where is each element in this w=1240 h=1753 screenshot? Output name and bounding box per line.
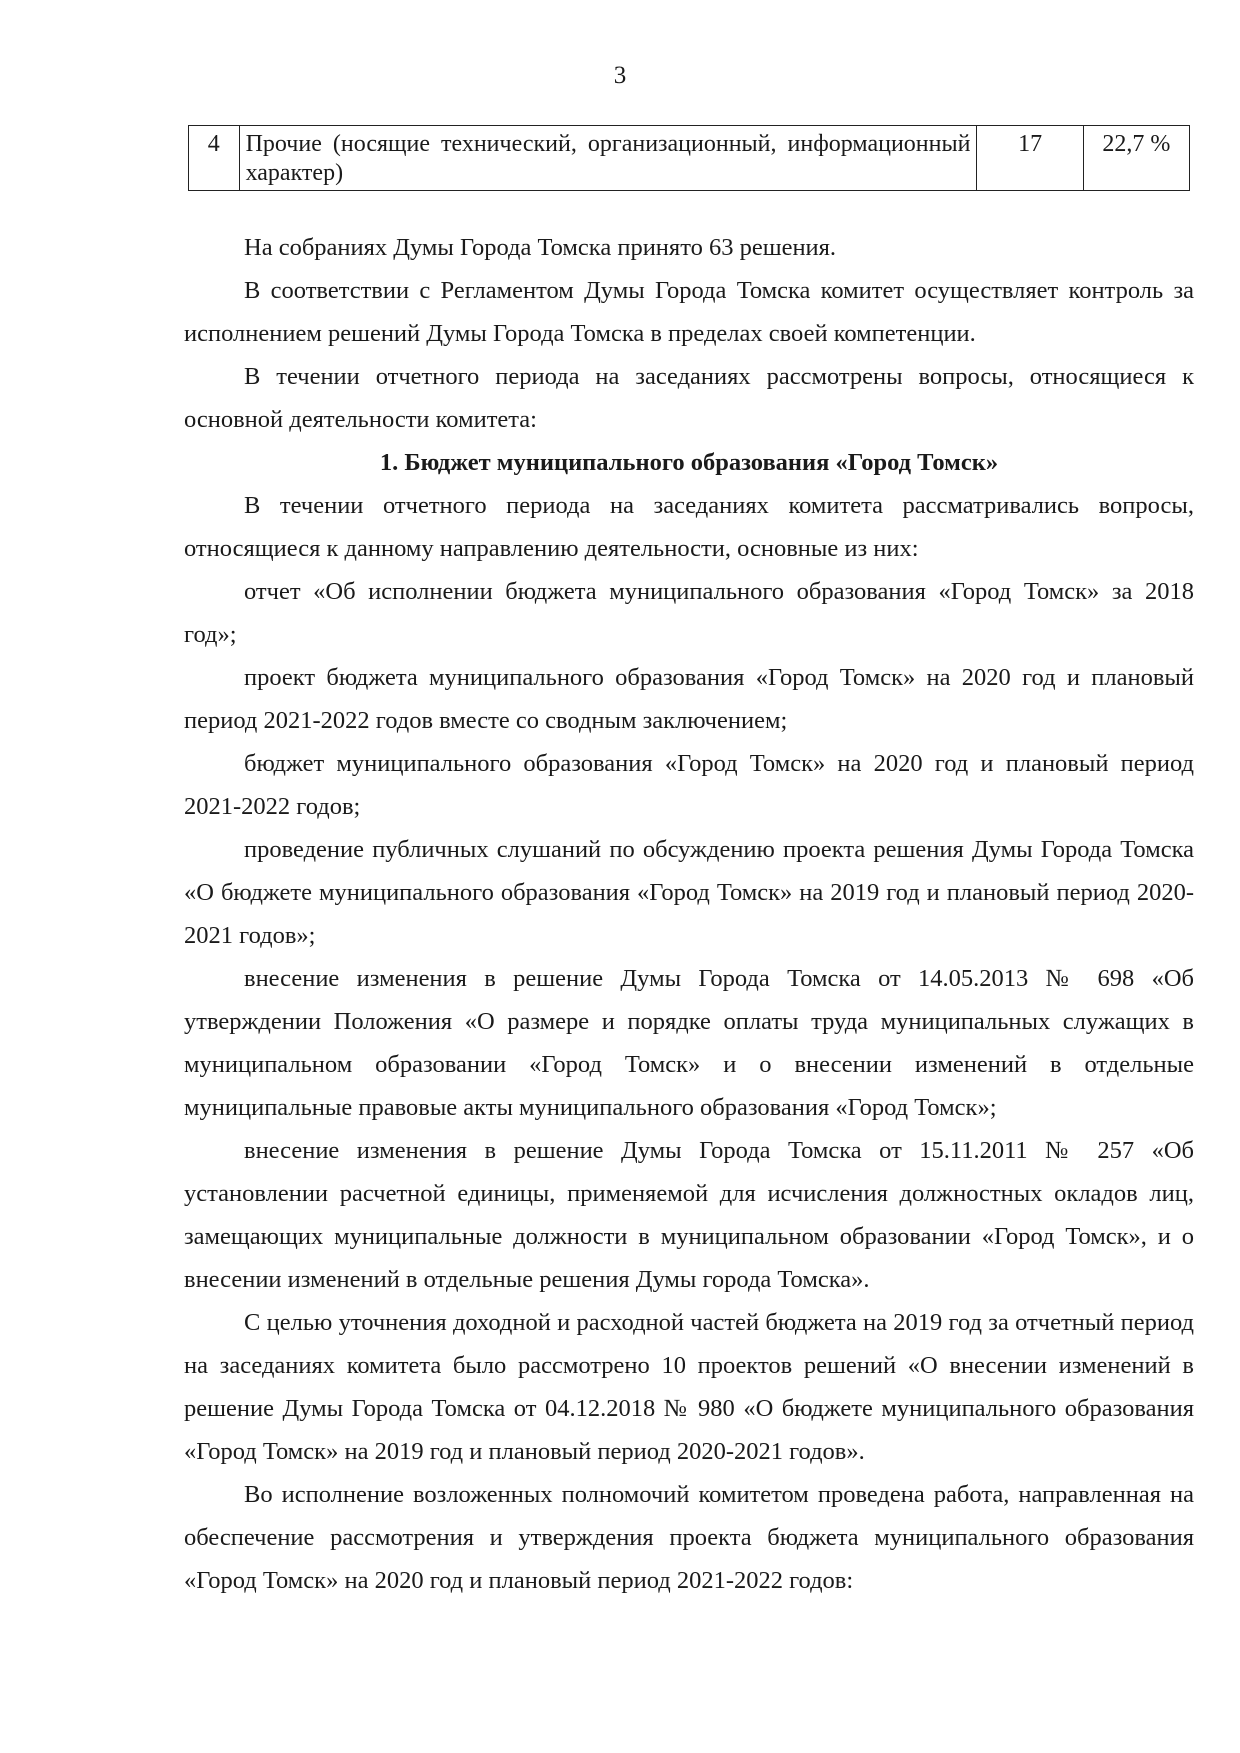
list-item-budget-2020: бюджет муниципального образования «Город Томск» на 2020 год и плановый период 2021-2022 годов;	[184, 750, 1194, 820]
list-item-budget-report: отчет «Об исполнении бюджета муниципального образования «Город Томск» за 2018 год»;	[184, 578, 1194, 648]
paragraph-budget-intro: В течении отчетного периода на заседаниях комитета рассматривались вопросы, относящиеся к данному направлению деятельности, основные из них:	[184, 492, 1194, 562]
list-item-public-hearings: проведение публичных слушаний по обсуждению проекта решения Думы Города Томска «О бюджете муниципального образования «Город Томск» на 2019 год и плановый период 2020-2021 годов»;	[184, 836, 1194, 949]
paragraph-questions-intro: В течении отчетного периода на заседаниях рассмотрены вопросы, относящиеся к основной деятельности комитета:	[184, 363, 1194, 433]
row-percent-cell: 22,7 %	[1083, 126, 1189, 191]
table-row	[189, 126, 1190, 191]
paragraph-budget-approval-work: Во исполнение возложенных полномочий комитетом проведена работа, направленная на обеспечение рассмотрения и утверждения проекта бюджета муниципального образования «Город Томск» на 2020 год и плановый период 2021-2022 годов:	[184, 1481, 1194, 1594]
summary-table	[188, 125, 1190, 191]
list-item-budget-project: проект бюджета муниципального образования «Город Томск» на 2020 год и плановый период 2021-2022 годов вместе со сводным заключением;	[184, 664, 1194, 734]
document-body	[184, 226, 1194, 1602]
list-item-amendment-257: внесение изменения в решение Думы Города Томска от 15.11.2011 № 257 «Об установлении расчетной единицы, применяемой для исчисления должностных окладов лиц, замещающих муниципальные должности в муниципальном образовании «Город Томск», и о внесении изменений в отдельные решения Думы города Томска».	[184, 1137, 1194, 1293]
paragraph-decisions-count: На собраниях Думы Города Томска принято 63 решения.	[244, 234, 837, 261]
page-number: 3	[613, 62, 627, 89]
row-description-cell: Прочие (носящие технический, организационный, информационный характер)	[239, 126, 977, 191]
section-heading-budget: 1. Бюджет муниципального образования «Город Томск»	[379, 449, 999, 476]
paragraph-budget-refinement: С целью уточнения доходной и расходной частей бюджета на 2019 год за отчетный период на заседаниях комитета было рассмотрено 10 проектов решений «О внесении изменений в решение Думы Города Томска от 04.12.2018 № 980 «О бюджете муниципального образования «Город Томск» на 2019 год и плановый период 2020-2021 годов».	[184, 1309, 1194, 1465]
row-count-cell: 17	[977, 126, 1083, 191]
row-number-cell: 4	[189, 126, 240, 191]
paragraph-regulation-control: В соответствии с Регламентом Думы Города Томска комитет осуществляет контроль за исполнением решений Думы Города Томска в пределах своей компетенции.	[184, 277, 1194, 347]
list-item-amendment-698: внесение изменения в решение Думы Города Томска от 14.05.2013 № 698 «Об утверждении Положения «О размере и порядке оплаты труда муниципальных служащих в муниципальном образовании «Город Томск» и о внесении изменений в отдельные муниципальные правовые акты муниципального образования «Город Томск»;	[184, 965, 1194, 1121]
